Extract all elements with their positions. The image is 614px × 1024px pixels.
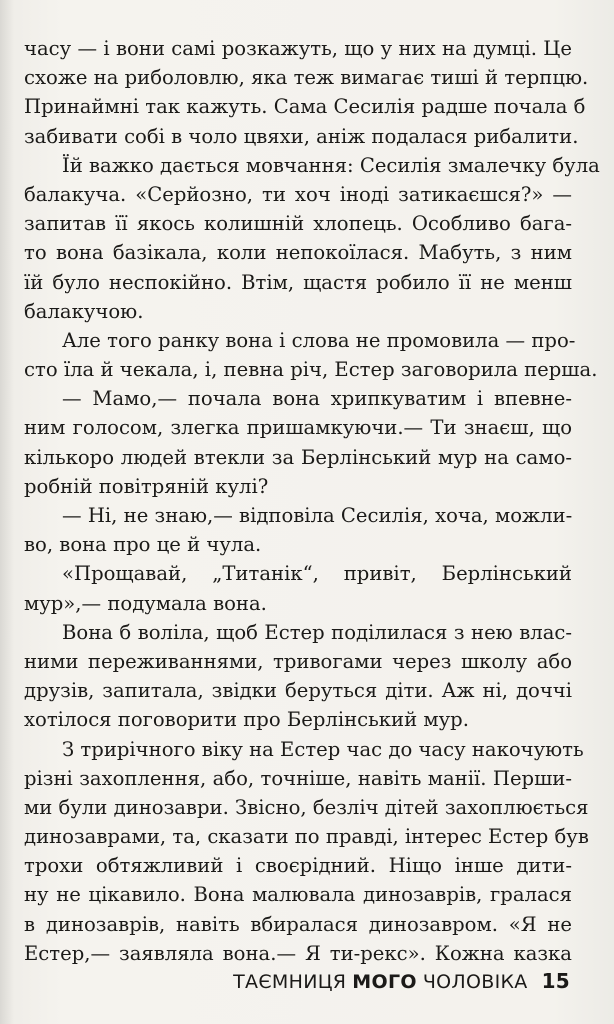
footer-title-word-3: ЧОЛОВІКА	[422, 971, 528, 993]
text-line: Але того ранку вона і слова не промовила — про-	[62, 328, 576, 352]
text-line: трохи обтяжливий і своєрідний. Ніщо інше дити-	[24, 854, 572, 878]
text-line: їй було неспокійно. Втім, щастя робило її не менш	[24, 270, 572, 294]
footer-title-word-1: ТАЄМНИЦЯ	[233, 971, 347, 993]
text-line: З трирічного віку на Естер час до часу накочують	[62, 737, 584, 761]
text-line: ми були динозаври. Звісно, безліч дітей захоплюється	[24, 795, 589, 819]
text-line: ним голосом, злегка пришамкуючи.— Ти знаєш, що	[24, 416, 572, 440]
text-line: часу — і вони самі розкажуть, що у них на думці. Це	[24, 37, 572, 60]
text-line: то вона базікала, коли непокоїлася. Мабуть, з ним	[24, 241, 572, 265]
text-line: мур»,— подумала вона.	[24, 591, 267, 615]
text-line: забивати собі в чоло цвяхи, аніж подалася рибалити.	[24, 124, 579, 148]
page-number: 15	[541, 969, 570, 993]
text-line: в динозаврів, навіть вбиралася динозавром. «Я не	[24, 912, 572, 936]
text-line: кількоро людей втекли за Берлінський мур на само-	[24, 445, 572, 469]
paragraph	[24, 501, 572, 559]
text-line: Вона б воліла, щоб Естер поділилася з нею влас-	[62, 620, 572, 644]
paragraph	[24, 384, 572, 501]
text-line: запитав її якось колишній хлопець. Особливо бага-	[24, 212, 572, 236]
text-line: робній повітряній кулі?	[24, 474, 269, 498]
paragraph	[24, 735, 589, 969]
text-line: — Мамо,— почала вона хрипкуватим і впевне-	[62, 387, 572, 411]
page-gutter-shadow	[0, 0, 14, 1024]
text-line: різні захоплення, або, точніше, навіть манії. Перши-	[24, 766, 572, 790]
text-line: сто їла й чекала, і, певна річ, Естер заговорила перша.	[24, 358, 598, 382]
text-line: друзів, запитала, звідки беруться діти. Аж ні, доччі	[24, 679, 572, 703]
text-line: схоже на риболовлю, яка теж вимагає тиші й терпцю.	[24, 66, 589, 90]
text-line: балакучою.	[24, 299, 144, 323]
running-footer	[233, 969, 570, 993]
paragraph	[24, 151, 600, 326]
text-line: «Прощавай, „Титанік“, привіт, Берлінський	[62, 562, 572, 586]
footer-title-word-2: МОГО	[352, 971, 417, 993]
book-page-body	[24, 34, 600, 968]
paragraph	[24, 559, 572, 617]
text-line: — Ні, не знаю,— відповіла Сесилія, хоча, можли-	[62, 504, 573, 527]
text-line: динозаврами, та, сказати по правді, інтерес Естер був	[24, 825, 589, 849]
paragraph	[24, 326, 598, 384]
text-line: Принаймні так кажуть. Сама Сесилія радше почала б	[24, 95, 586, 119]
text-line: ну не цікавило. Вона малювала динозаврів, гралася	[24, 883, 572, 907]
text-line: Їй важко дається мовчання: Сесилія змалечку була	[62, 153, 600, 177]
text-line: Естер,— заявляла вона.— Я ти-рекс». Кожна казка	[24, 941, 572, 965]
paragraph	[24, 618, 572, 735]
paragraph	[24, 34, 589, 151]
text-line: во, вона про це й чула.	[24, 533, 262, 557]
text-line: ними переживаннями, тривогами через школу або	[24, 649, 572, 673]
text-line: хотілося поговорити про Берлінський мур.	[24, 708, 469, 732]
text-line: балакуча. «Серйозно, ти хоч іноді затикаєшся?» —	[24, 182, 572, 206]
